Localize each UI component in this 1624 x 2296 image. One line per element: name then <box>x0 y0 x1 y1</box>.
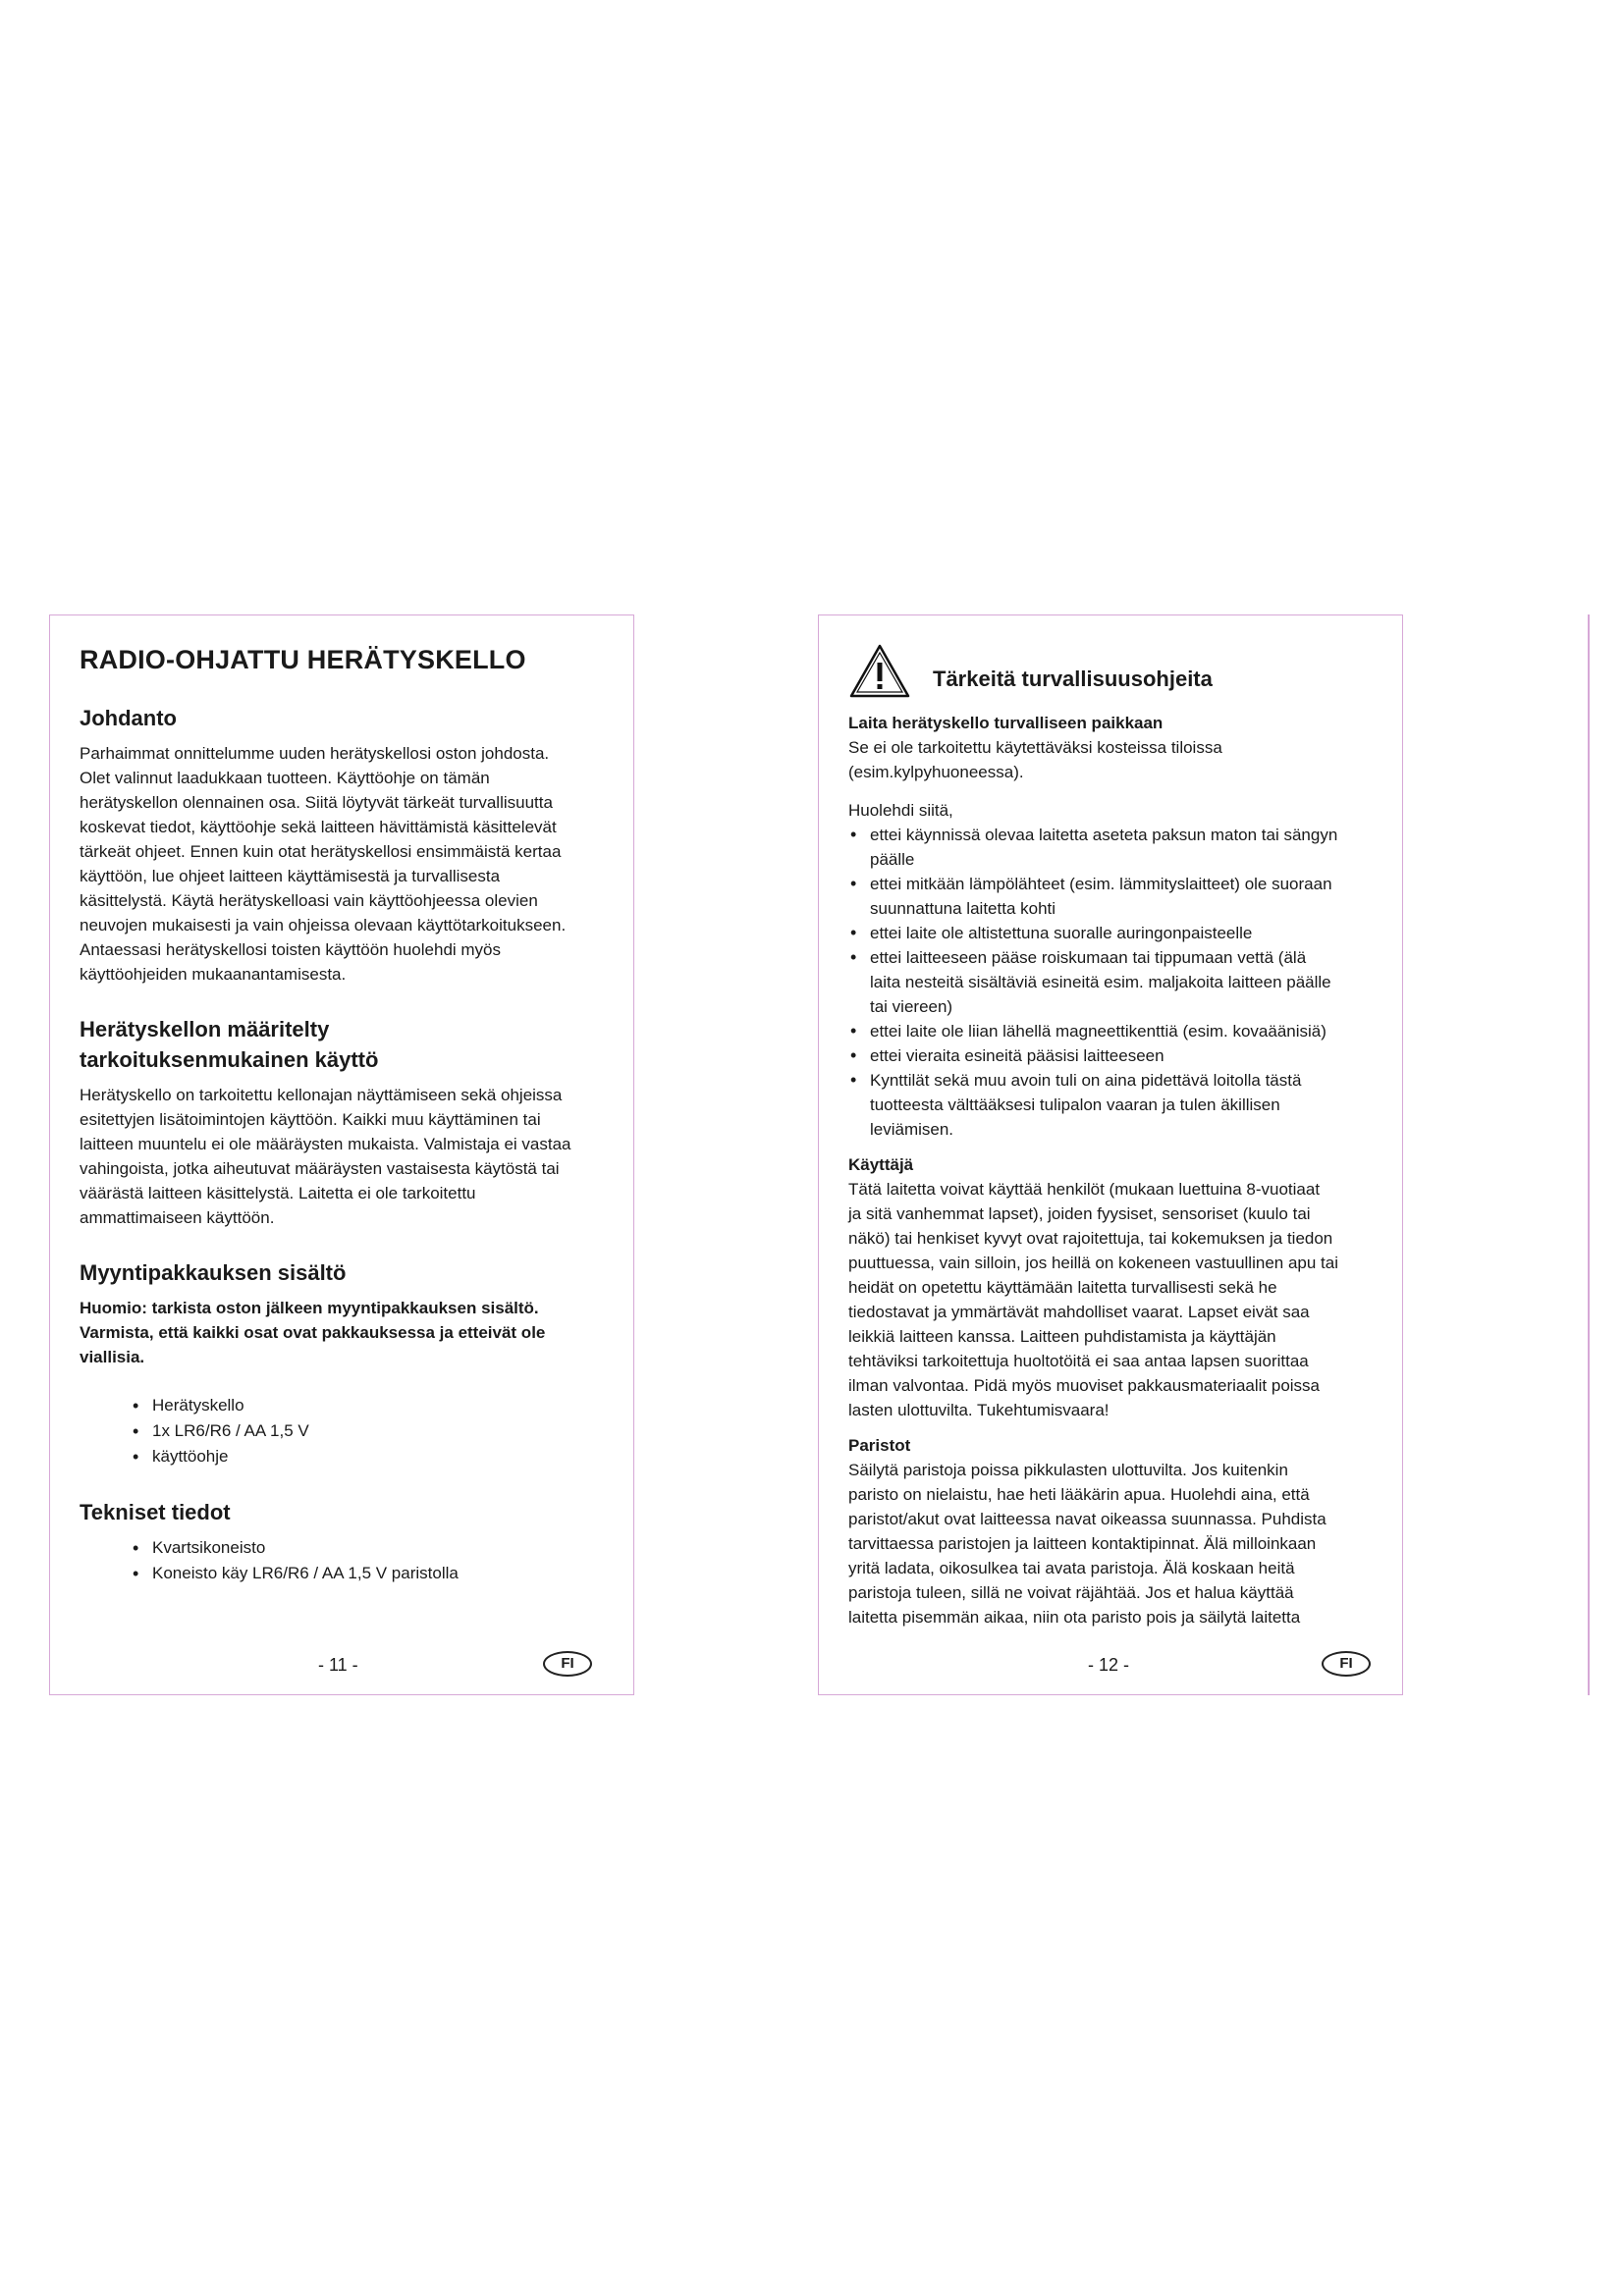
list-item <box>848 1043 1373 1068</box>
list-item: • Kvartsikoneisto <box>131 1535 604 1561</box>
language-badge: FI <box>1322 1651 1371 1677</box>
section-intended-use <box>80 1014 604 1230</box>
text-line: tiedostavat ja ymmärtävät mahdolliset vaarat. Lapset eivät saa <box>848 1303 1310 1321</box>
list-item: • käyttöohje <box>131 1444 604 1469</box>
text-line: viallisia. <box>80 1348 145 1366</box>
warning-triangle-icon <box>848 643 911 700</box>
care-intro: Huolehdi siitä, <box>848 801 953 820</box>
text-line: näkö) tai henkiset kyvyt ovat rajoitettuja, tai kokemuksen ja tiedon <box>848 1229 1333 1248</box>
batteries-text <box>848 1458 1373 1629</box>
text-line: yritä ladata, oikosulkea tai avata paristoja. Älä koskaan heitä <box>848 1559 1295 1577</box>
text-line: laitteen muuntelu ei ole määräysten mukaista. Valmistaja ei vastaa <box>80 1135 571 1153</box>
document-title: RADIO-OHJATTU HERÄTYSKELLO <box>80 645 526 674</box>
text-line: käyttöohjeiden mukaanantamisesta. <box>80 965 347 984</box>
text-line: ammattimaiseen käyttöön. <box>80 1208 275 1227</box>
intended-use-text <box>80 1083 604 1230</box>
text-line: ettei laite ole liian lähellä magneettikenttiä (esim. kovaäänisiä) <box>870 1022 1326 1041</box>
text-line: heidät on opetettu käyttämään laitetta turvallisesti sekä he <box>848 1278 1277 1297</box>
text-line: Tätä laitetta voivat käyttää henkilöt (mukaan luettuina 8-vuotiaat <box>848 1180 1321 1199</box>
list-item: • Koneisto käy LR6/R6 / AA 1,5 V paristolla <box>131 1561 604 1586</box>
text-line: ettei käynnissä olevaa laitetta aseteta paksun maton tai sängyn <box>870 826 1338 844</box>
list-item: • Herätyskello <box>131 1393 604 1418</box>
page-number: - 11 - <box>318 1655 358 1675</box>
text-line: Varmista, että kaikki osat ovat pakkauksessa ja etteivät ole <box>80 1323 546 1342</box>
text-line: paristot/akut ovat laitteessa navat oikeassa suunnassa. Puhdista <box>848 1510 1326 1528</box>
section-package <box>80 1257 604 1469</box>
user-heading: Käyttäjä <box>848 1155 914 1174</box>
placement-text <box>848 735 1373 784</box>
text-line: Se ei ole tarkoitettu käytettäväksi kosteissa tiloissa <box>848 738 1222 757</box>
heading-line: Herätyskellon määritelty <box>80 1017 330 1041</box>
page-number: - 12 - <box>1088 1655 1130 1675</box>
text-line: Antaessasi herätyskellosi toisten käyttöön huolehdi myös <box>80 940 502 959</box>
section-user <box>848 1153 1373 1422</box>
section-placement <box>848 712 1373 784</box>
list-item <box>848 945 1373 1019</box>
package-items-list <box>131 1393 604 1469</box>
list-item <box>848 872 1373 921</box>
text-line: esitettyjen lisätoimintojen käyttöön. Kaikki muu käyttäminen tai <box>80 1110 541 1129</box>
tech-heading: Tekniset tiedot <box>80 1500 231 1524</box>
list-item <box>848 1068 1373 1142</box>
text-line: (esim.kylpyhuoneessa). <box>848 763 1024 781</box>
text-line: käyttöön, lue ohjeet laitteen käyttämisestä ja turvallisesta <box>80 867 501 885</box>
intro-heading: Johdanto <box>80 706 177 730</box>
text-line: ettei laite ole altistettuna suoralle auringonpaisteelle <box>870 924 1253 942</box>
section-tech <box>80 1497 604 1586</box>
text-line: laitetta pisemmän aikaa, niin ota paristo pois ja säilytä laitetta <box>848 1608 1301 1627</box>
text-line: Herätyskello on tarkoitettu kellonajan näyttämiseen sekä ohjeissa <box>80 1086 563 1104</box>
placement-heading: Laita herätyskello turvalliseen paikkaan <box>848 714 1164 732</box>
text-line: lasten ulottuvilta. Tukehtumisvaara! <box>848 1401 1110 1419</box>
left-page-content <box>80 645 604 1614</box>
text-line: neuvojen mukaisesti ja vain ohjeissa olevaan käyttötarkoitukseen. <box>80 916 567 934</box>
text-line: tarvittaessa paristojen ja laitteen kontaktipinnat. Älä milloinkaan <box>848 1534 1317 1553</box>
heading-line: tarkoituksenmukainen käyttö <box>80 1047 379 1072</box>
text-line: paristoja tuleen, sillä ne voivat räjähtää. Jos et halua käyttää <box>848 1583 1294 1602</box>
right-page-footer <box>819 1651 1402 1681</box>
language-badge: FI <box>543 1651 592 1677</box>
next-page-edge <box>1588 614 1590 1695</box>
safety-title: Tärkeitä turvallisuusohjeita <box>933 667 1213 691</box>
text-line: Parhaimmat onnittelumme uuden herätyskellosi oston johdosta. <box>80 744 550 763</box>
text-line: Säilytä paristoja poissa pikkulasten ulottuvilta. Jos kuitenkin <box>848 1461 1288 1479</box>
text-line: ettei vieraita esineitä pääsisi laitteeseen <box>870 1046 1164 1065</box>
text-line: väärästä laitteen käsittelystä. Laitetta ei ole tarkoitettu <box>80 1184 476 1202</box>
left-page-footer <box>50 1651 633 1681</box>
page-right <box>818 614 1403 1695</box>
section-batteries <box>848 1434 1373 1629</box>
list-item <box>848 823 1373 872</box>
intended-use-heading <box>80 1014 604 1075</box>
text-line: tärkeät ohjeet. Ennen kuin otat herätyskellosi ensimmäistä kertaa <box>80 842 562 861</box>
intro-text <box>80 741 604 987</box>
tech-items-list <box>131 1535 604 1586</box>
section-intro <box>80 703 604 987</box>
text-line: ja sitä vanhemmat lapset), joiden fyysiset, sensoriset (kuulo tai <box>848 1204 1311 1223</box>
right-page-content <box>848 643 1373 1629</box>
list-item <box>848 921 1373 945</box>
text-line: ettei laitteeseen pääse roiskumaan tai tippumaan vettä (älä <box>870 948 1307 967</box>
package-note <box>80 1296 604 1369</box>
text-line: ettei mitkään lämpölähteet (esim. lämmityslaitteet) ole suoraan <box>870 875 1332 893</box>
page-left <box>49 614 634 1695</box>
package-heading: Myyntipakkauksen sisältö <box>80 1260 347 1285</box>
text-line: koskevat tiedot, käyttöohje sekä laitteen hävittämistä käsittelevät <box>80 818 557 836</box>
text-line: päälle <box>870 850 915 869</box>
text-line: herätyskellon olennainen osa. Siitä löytyvät tärkeät turvallisuutta <box>80 793 553 812</box>
text-line: ilman valvontaa. Pidä myös muoviset pakkausmateriaalit poissa <box>848 1376 1321 1395</box>
list-item: • 1x LR6/R6 / AA 1,5 V <box>131 1418 604 1444</box>
text-line: tehtäviksi tarkoitettuja huoltotöitä ei saa antaa lapsen suorittaa <box>848 1352 1309 1370</box>
text-line: suunnattuna laitetta kohti <box>870 899 1056 918</box>
user-text <box>848 1177 1373 1422</box>
text-line: paristo on nielaistu, hae heti lääkärin apua. Huolehdi aina, että <box>848 1485 1310 1504</box>
text-line: käsittelystä. Käytä herätyskelloasi vain käyttöohjeessa olevien <box>80 891 538 910</box>
text-line: Kynttilät sekä muu avoin tuli on aina pidettävä loitolla tästä <box>870 1071 1302 1090</box>
care-list <box>848 823 1373 1142</box>
text-line: vahingoista, jotka aiheutuvat määräysten vastaisesta käytöstä tai <box>80 1159 560 1178</box>
text-line: laita nesteitä sisältäviä esineitä esim. maljakoita laitteen päälle <box>870 973 1331 991</box>
text-line: tuotteesta välttääksesi tulipalon vaaran ja tulen äkillisen <box>870 1095 1280 1114</box>
text-line: leikkiä laitteen kanssa. Laitteen puhdistamista ja käyttäjän <box>848 1327 1276 1346</box>
list-item <box>848 1019 1373 1043</box>
text-line: Huomio: tarkista oston jälkeen myyntipakkauksen sisältö. <box>80 1299 539 1317</box>
batteries-heading: Paristot <box>848 1436 911 1455</box>
text-line: puuttuessa, vain silloin, jos heillä on kokeneen vastuullinen apu tai <box>848 1254 1338 1272</box>
text-line: tai viereen) <box>870 997 953 1016</box>
text-line: leviämisen. <box>870 1120 954 1139</box>
section-care <box>848 798 1373 1142</box>
text-line: Olet valinnut laadukkaan tuotteen. Käyttöohje on tämän <box>80 769 490 787</box>
safety-header <box>848 643 1373 704</box>
